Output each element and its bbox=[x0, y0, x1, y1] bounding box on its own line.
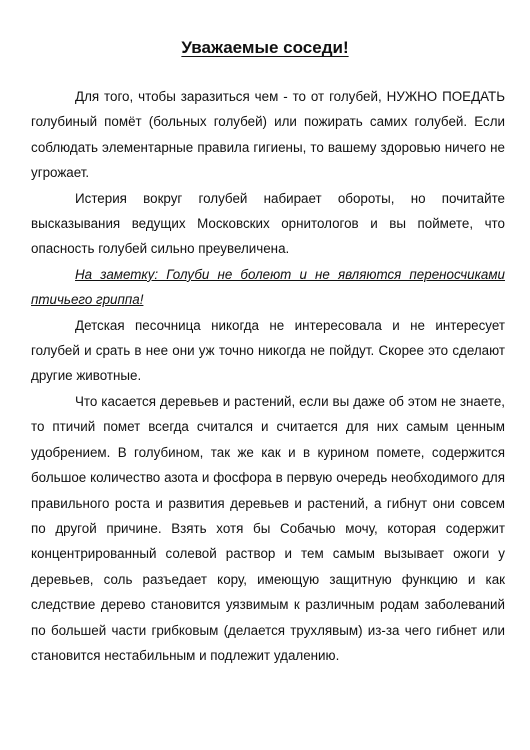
paragraph-trees: Что касается деревьев и растений, если вы даже об этом не знаете, то птичий помет всегда считался и считается для них самым ценным удобрением. В голубином, так же как и в курином помете, содержится большое количество азота и фосфора в первую очередь необходимого для правильного роста и развития деревьев и растений, а гибнут они совсем по другой причине. Взять хотя бы Собачью мочу, которая содержит концентрированный солевой раствор и тем самым вызывает ожоги у деревьев, соль разъедает кору, имеющую защитную функцию и как следствие дерево становится уязвимым к различным родам заболеваний по большей части грибковым (делается трухлявым) из-за чего гибнет или становится нестабильным и подлежит удалению. bbox=[31, 393, 505, 663]
paragraph-infection: Для того, чтобы заразиться чем - то от голубей, НУЖНО ПОЕДАТЬ голубиный помёт (больных голубей) или пожирать самих голубей. Если соблюдать элементарные правила гигиены, то вашему здоровью ничего не угрожает. bbox=[31, 89, 505, 181]
paragraph-sandbox: Детская песочница никогда не интересовала и не интересует голубей и срать в нее они уж точно никогда не пойдут. Скорее это сделают другие животные. bbox=[31, 317, 505, 384]
document-body bbox=[31, 84, 505, 668]
paragraph-note: На заметку: Голуби не болеют и не являются переносчиками птичьего гриппа! bbox=[31, 266, 505, 308]
page-title: Уважаемые соседи! bbox=[181, 38, 349, 57]
paragraph-hysteria: Истерия вокруг голубей набирает обороты, но почитайте высказывания ведущих Московских орнитологов и вы поймете, что опасность голубей сильно преувеличена. bbox=[31, 190, 505, 257]
